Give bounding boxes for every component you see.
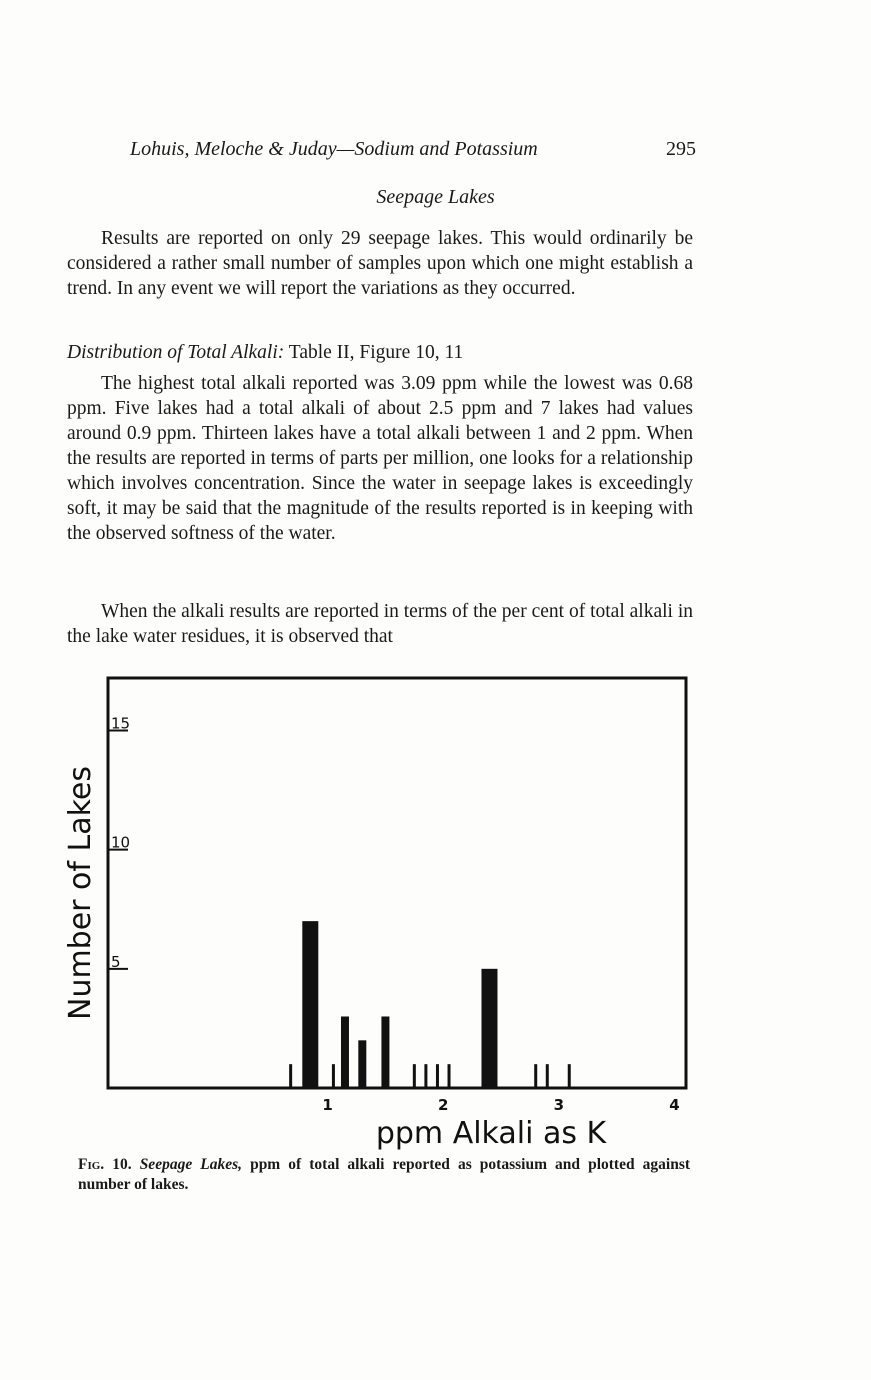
histogram-bar: [413, 1064, 416, 1088]
histogram-bar: [289, 1064, 292, 1088]
section-title: Seepage Lakes: [376, 186, 495, 208]
running-title: Lohuis, Meloche & Juday—Sodium and Potassium: [130, 138, 538, 160]
paragraph-3: When the alkali results are reported in terms of the per cent of total alkali in the lake water residues, it is observed that: [67, 601, 693, 647]
histogram-bar: [332, 1064, 335, 1088]
histogram-bar: [481, 969, 497, 1088]
caption-text: ppm of total alkali reported as potassium and plotted against number of lakes.: [78, 1156, 691, 1193]
y-tick-label: 5: [111, 952, 121, 971]
plot-frame: [108, 678, 686, 1088]
subsection-heading-plain: Table II, Figure 10, 11: [284, 342, 464, 363]
histogram-chart: [0, 660, 871, 1150]
caption-title: Seepage Lakes,: [139, 1156, 243, 1173]
x-tick-label: 2: [438, 1096, 449, 1114]
x-axis-label: ppm Alkali as K: [375, 1116, 607, 1150]
figure-10: [0, 660, 871, 1150]
x-tick-label: 1: [322, 1096, 333, 1114]
running-head: [130, 138, 696, 161]
y-tick-label: 15: [111, 714, 131, 733]
histogram-bar: [448, 1064, 451, 1088]
caption-fig-label: Fig. 10.: [78, 1156, 132, 1173]
figure-caption: [78, 1155, 690, 1195]
histogram-bar: [302, 921, 318, 1088]
subsection-heading-italic: Distribution of Total Alkali:: [67, 342, 285, 363]
page-number: 295: [666, 138, 696, 160]
x-tick-label: 3: [553, 1096, 565, 1114]
paragraph-2: The highest total alkali reported was 3.09 ppm while the lowest was 0.68 ppm. Five lakes had a total alkali of about 2.5 ppm and 7 lakes had values around 0.9 ppm. Thirteen lakes have a total alkali between 1 and 2 ppm. When the results are reported in terms of parts per million, one looks for a relationship which involves concentration. Since the water in seepage lakes is exceedingly soft, it may be said that the magnitude of the results reported is in keeping with the observed softness of the water.: [67, 373, 693, 544]
histogram-bar: [424, 1064, 427, 1088]
subsection-heading: [67, 342, 463, 364]
histogram-bar: [381, 1016, 389, 1088]
histogram-bar: [546, 1064, 549, 1088]
x-tick-label: 4: [669, 1096, 680, 1114]
y-tick-label: 10: [111, 833, 131, 852]
y-axis-label: Number of Lakes: [63, 766, 98, 1020]
histogram-bar: [436, 1064, 439, 1088]
histogram-bar: [534, 1064, 537, 1088]
histogram-bar: [358, 1040, 366, 1088]
paragraph-intro: Results are reported on only 29 seepage lakes. This would ordinarily be considered a rather small number of samples upon which one might establish a trend. In any event we will report the variations as they occurred.: [67, 228, 693, 299]
histogram-bar: [341, 1016, 349, 1088]
histogram-bar: [568, 1064, 571, 1088]
